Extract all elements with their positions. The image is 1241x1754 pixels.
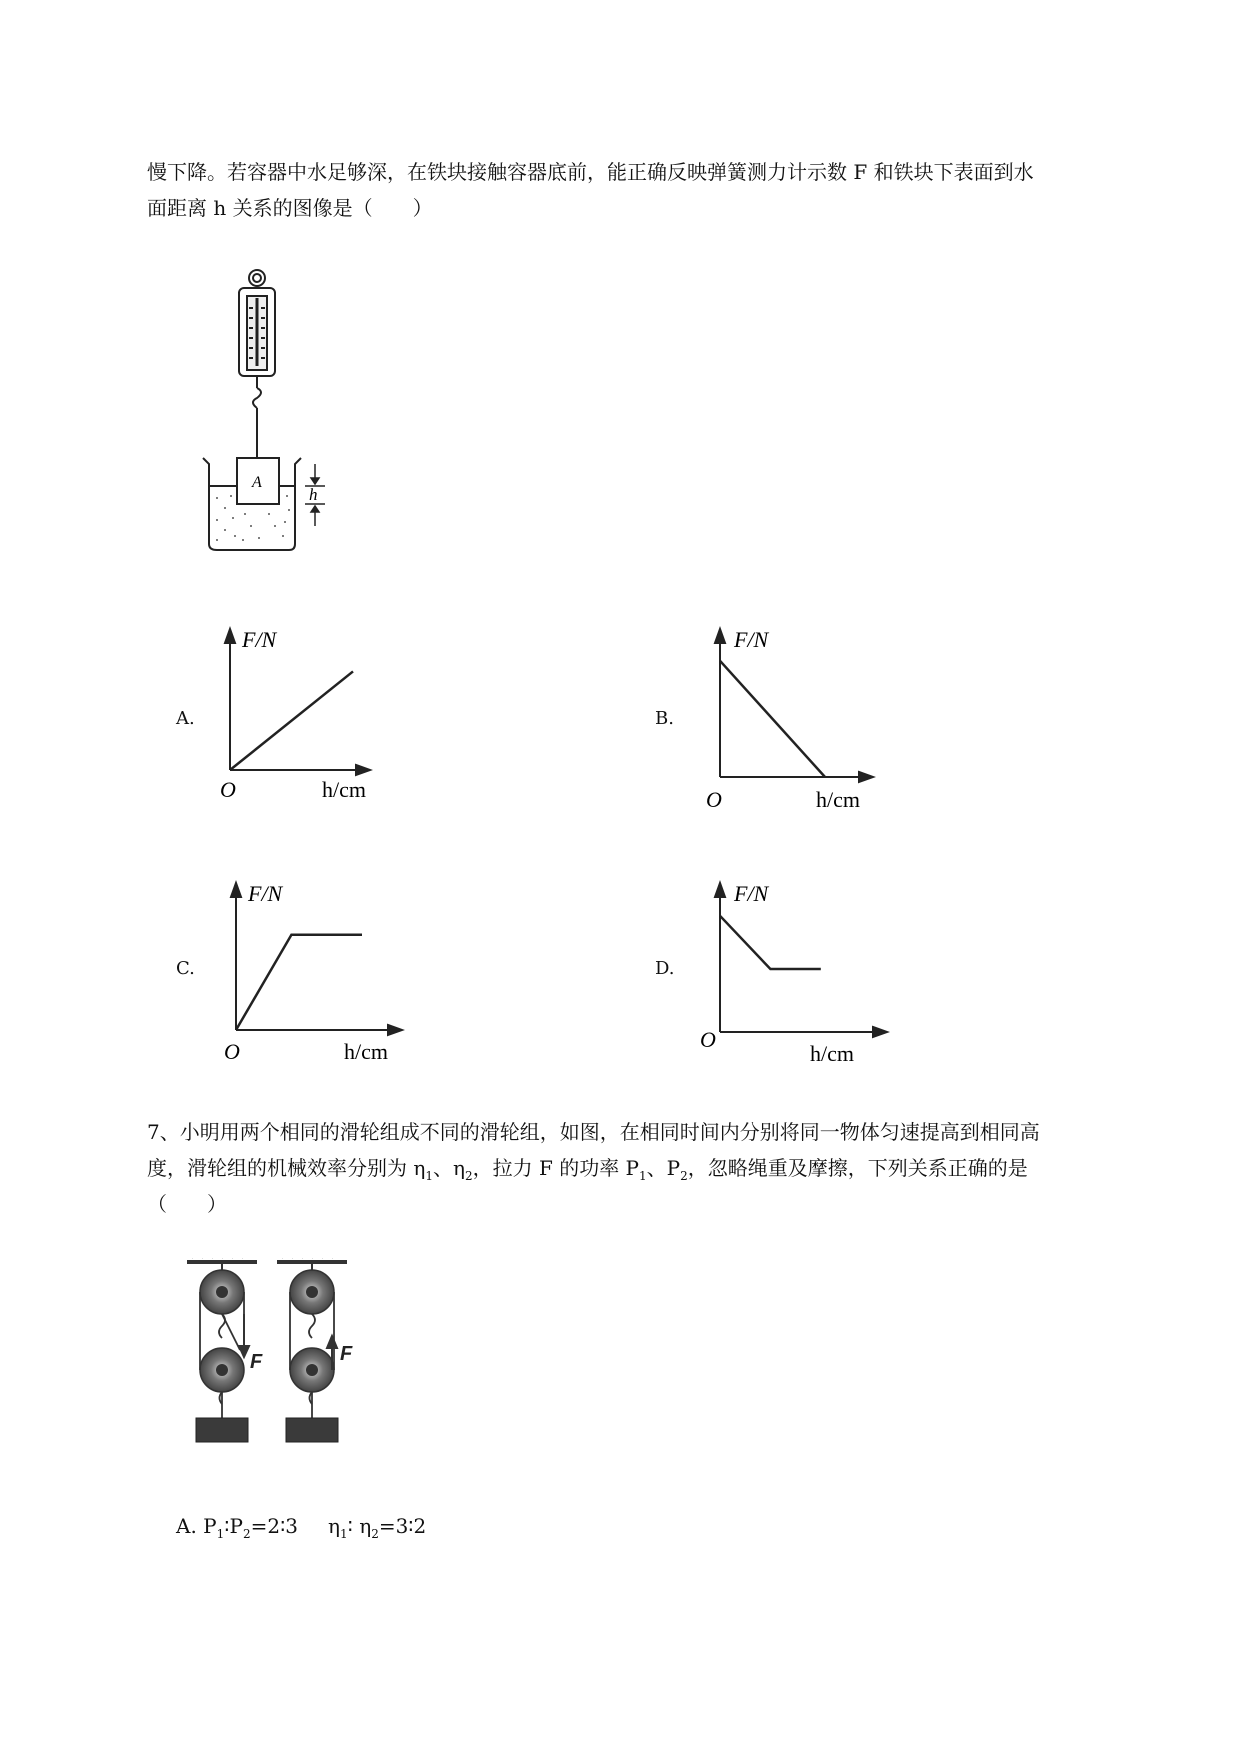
pulley-system-left	[187, 1258, 263, 1442]
q6-text-line2: 面距离 h 关系的图像是（ ）	[147, 196, 433, 220]
graph-a-ylabel: F/N	[242, 627, 277, 652]
graph-b-curve	[720, 661, 825, 777]
q7-option-a[interactable]: A. $P_1∶P_2=2∶3$ $\eta_1∶$ $\eta_2=3∶2$	[176, 1514, 427, 1541]
graph-c-ylabel: F/N	[248, 881, 283, 906]
graph-d-origin: O	[700, 1027, 716, 1052]
graph-b-ylabel: F/N	[734, 627, 769, 652]
force-label-left: F	[250, 1351, 263, 1373]
q6-text-line1: 慢下降。若容器中水足够深，在铁块接触容器底前，能正确反映弹簧测力计示数 F 和铁块下表面到水	[147, 160, 1034, 184]
pulley-systems-figure	[182, 1258, 402, 1473]
graph-d-curve	[720, 916, 821, 969]
q7-text-line3: （ ）	[147, 1192, 227, 1216]
option-d-label: D.	[655, 958, 675, 979]
graph-d-ylabel: F/N	[734, 881, 769, 906]
graph-c-curve	[236, 935, 362, 1030]
block-label: A	[252, 474, 262, 491]
option-c-label: C.	[176, 958, 195, 979]
depth-label: h	[309, 485, 318, 504]
option-d-graph[interactable]	[700, 875, 890, 1065]
svg-text:F/N	[241, 627, 278, 652]
graph-d-xlabel: h/cm	[810, 1041, 854, 1065]
graph-a-origin: O	[220, 777, 236, 802]
option-c-graph[interactable]	[220, 875, 410, 1065]
graph-c-xlabel: h/cm	[344, 1039, 388, 1064]
graph-a-curve	[230, 671, 353, 770]
spring-scale-beaker-figure	[195, 268, 345, 558]
option-a-graph[interactable]	[218, 625, 388, 810]
option-a-label: A.	[176, 708, 195, 729]
q7-text-line2: 度，滑轮组的机械效率分别为 $\eta_1$、$\eta_2$，拉力 F 的功率 $P_1$、$P_2$，忽略绳重及摩擦，下列关系正确的是	[147, 1156, 1028, 1183]
option-b-graph[interactable]	[706, 625, 886, 810]
graph-a-xlabel: h/cm	[322, 777, 366, 802]
q7-text-line1: 7、小明用两个相同的滑轮组成不同的滑轮组，如图，在相同时间内分别将同一物体匀速提高到相同高	[147, 1120, 1040, 1144]
option-b-label: B.	[655, 708, 674, 729]
force-label-right: F	[340, 1343, 353, 1365]
graph-b-origin: O	[706, 787, 722, 810]
graph-b-xlabel: h/cm	[816, 787, 860, 810]
graph-c-origin: O	[224, 1039, 240, 1064]
pulley-system-right	[277, 1258, 353, 1442]
